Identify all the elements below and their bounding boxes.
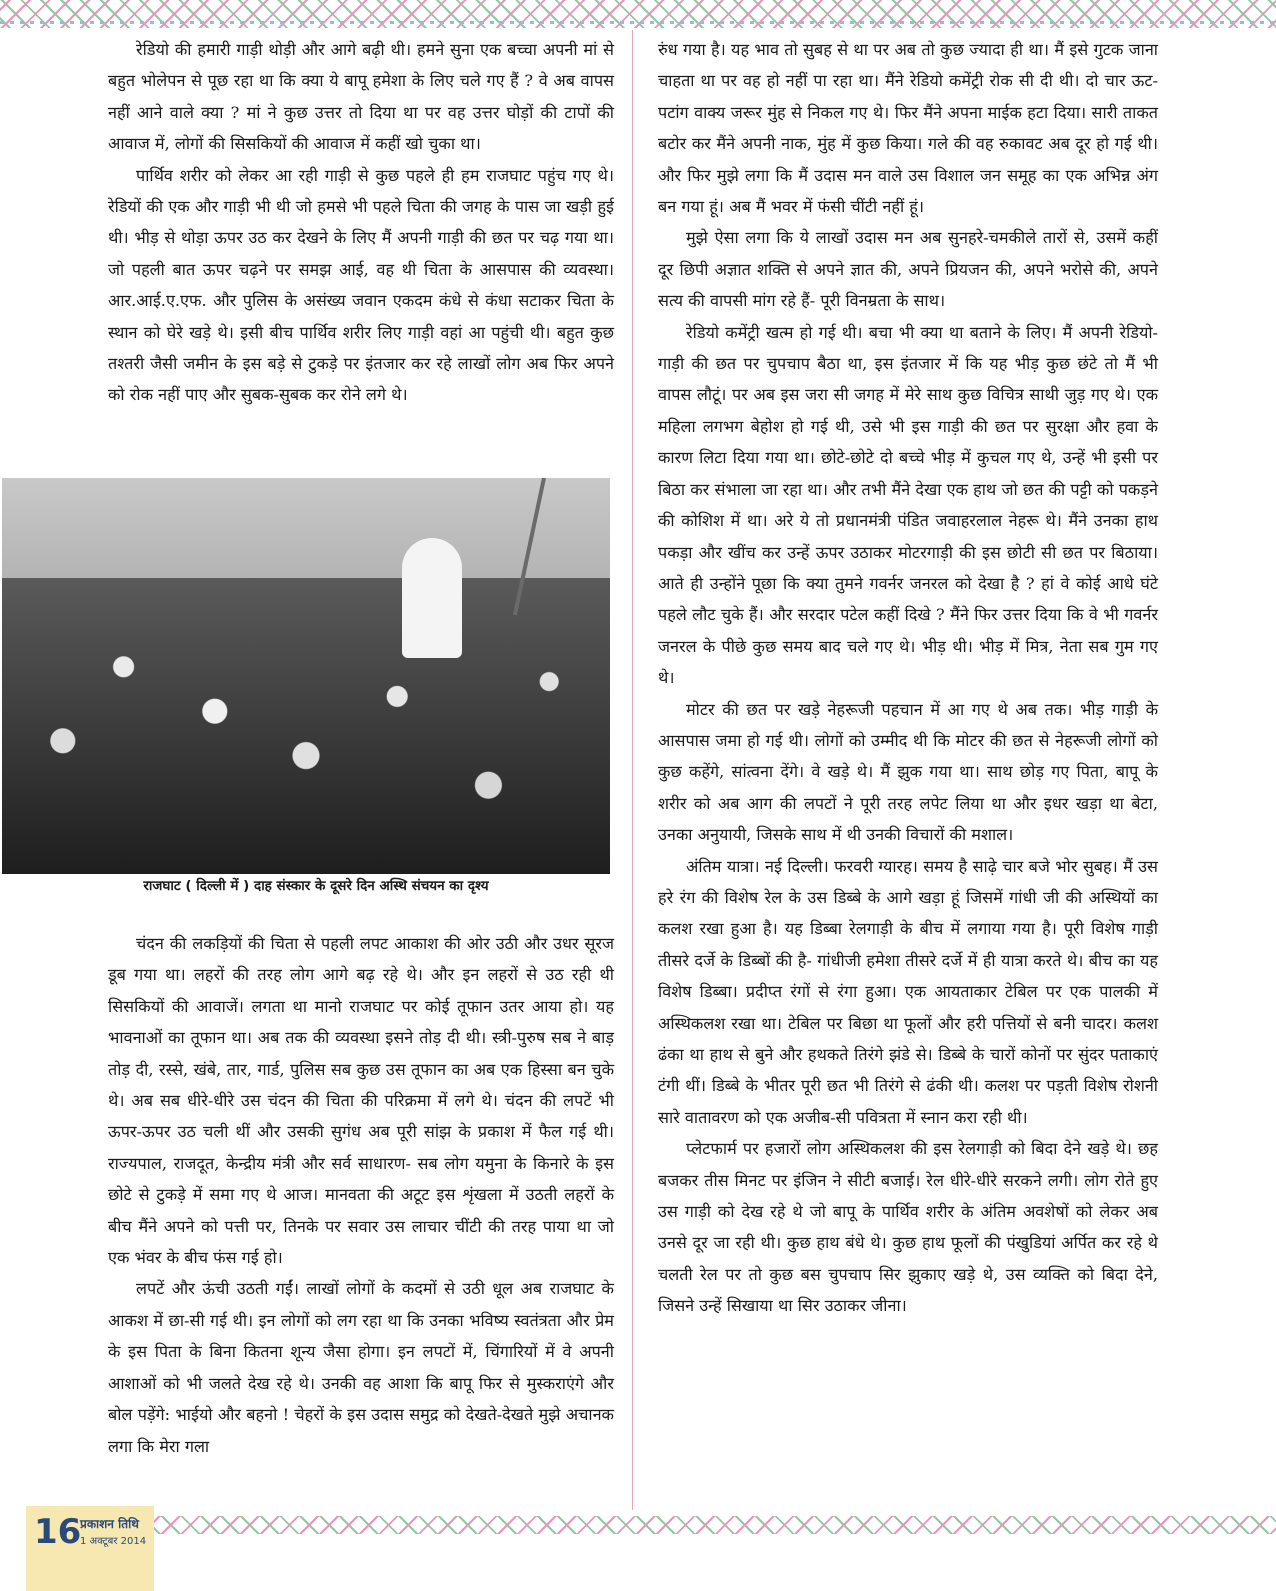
paragraph: अंतिम यात्रा। नई दिल्ली। फरवरी ग्यारह। समय है साढ़े चार बजे भोर सुबह। मैं उस हरे रंग की विशेष रेल के उस डिब्बे के आगे खड़ा हूं जिसमें गांधी जी की अस्थियों का कलश रखा हुआ है। यह डिब्बा रेलगाड़ी के बीच में लगाया गया है। पूरी विशेष गाड़ी तीसरे दर्जे के डिब्बों की है- गांधीजी हमेशा तीसरे दर्जे में ही यात्रा करते थे। बीच का यह विशेष डिब्बा। प्रदीप्त रंगों से रंगा हुआ। एक आयताकार टेबिल पर एक पालकी में अस्थिकलश रखा था। टेबिल पर बिछा था फूलों और हरी पत्तियों से बनी चादर। कलश ढंका था हाथ से बुने और हथकते तिरंगे झंडे से। डिब्बे के चारों कोनों पर सुंदर पताकाएं टंगी थीं। डिब्बे के भीतर पूरी छत भी तिरंगे से ढंकी थी। कलश पर पड़ती विशेष रोशनी सारे वातावरण को एक अजीब-सी पवित्रता में स्नान करा रही थी। [658,856,1158,1127]
publication-label: प्रकाशन तिथि [80,1517,139,1531]
left-column-bottom [108,928,614,1462]
paragraph: मोटर की छत पर खड़े नेहरूजी पहचान में आ गए थे अब तक। भीड़ गाड़ी के आसपास जमा हो गई थी। लोगों को उम्मीद थी कि मोटर की छत से नेहरूजी लोगों को कुछ कहेंगे, सांत्वना देंगे। वे खड़े थे। मैं झुक गया था। साथ छोड़ गए पिता, बापू के शरीर को अब आग की लपटों ने पूरी तरह लपेट लिया था और इधर खड़ा था बेटा, उनका अनुयायी, जिसके साथ में थी उनकी विचारों की मशाल। [658,699,1158,845]
paragraph: प्लेटफार्म पर हजारों लोग अस्थिकलश की इस रेलगाड़ी को बिदा देने खड़े थे। छह बजकर तीस मिनट पर इंजिन ने सीटी बजाई। रेल धीरे-धीरे सरकने लगी। लोग रोते हुए उस गाड़ी को देख रहे थे जो बापू के पार्थिव शरीर के अंतिम अवशेषों को लेकर अब उनसे दूर जा रही थी। कुछ हाथ बंधे थे। कुछ हाथ फूलों की पंखुडियां अर्पित कर रहे थे चलती रेल पर तो कुछ बस चुपचाप सिर झुकाए खड़े थे, उस व्यक्ति को बिदा देने, जिसने उन्हें सिखाया था सिर उठाकर जीना। [658,1139,1158,1316]
paragraph: मुझे ऐसा लगा कि ये लाखों उदास मन अब सुनहरे-चमकीले तारों से, उसमें कहीं दूर छिपी अज्ञात शक्ति से अपने ज्ञात की, अपने प्रियजन की, अपने भरोसे की, अपने सत्य की वापसी मांग रहे हैं- पूरी विनम्रता के साथ। [658,228,1158,311]
paragraph: रुंध गया है। यह भाव तो सुबह से था पर अब तो कुछ ज्यादा ही था। मैं इसे गुटक जाना चाहता था पर वह हो नहीं पा रहा था। मैंने रेडियो कमेंट्री रोक सी दी थी। दो चार ऊट-पटांग वाक्य जरूर मुंह से निकल गए थे। फिर मैंने अपना माईक हटा दिया। सारी ताकत बटोर कर मैंने अपनी नाक, मुंह में कुछ किया। गले की वह रुकावट अब दूर हो गई थी। और फिर मुझे लगा कि मैं उदास मन वाले उस विशाल जन समूह का एक अभिन्न अंग बन गया हूं। अब मैं भवर में फंसी चींटी नहीं हूं। [658,40,1158,217]
paragraph: रेडियो की हमारी गाड़ी थोड़ी और आगे बढ़ी थी। हमने सुना एक बच्चा अपनी मां से बहुत भोलेपन से पूछ रहा था कि क्या ये बापू हमेशा के लिए चले गए हैं ? वे अब वापस नहीं आने वाले क्या ? मां ने कुछ उत्तर तो दिया था पर वह उत्तर घोड़ों की टापों की आवाज में, लोगों की सिसकियों की आवाज में कहीं खो चुका था। [108,40,614,154]
page-number: 16 [34,1512,82,1552]
right-column [658,34,1158,1322]
left-column-top [108,34,614,411]
paragraph: लपटें और ऊंची उठती गईं। लाखों लोगों के कदमों से उठी धूल अब राजघाट के आकश में छा-सी गई थी। इन लोगों को लग रहा था कि उनका भविष्य स्वतंत्रता और प्रेम के इस पिता के बिना कितना शून्य जैसा होगा। इन लपटों में, चिंगारियों में वे अपनी आशाओं को भी जलते देख रहे थे। उनकी वह आशा कि बापू फिर से मुस्कराएंगे और बोल पड़ेंगे: भाईयो और बहनो ! चेहरों के इस उदास समुद्र को देखते-देखते मुझे अचानक लगा कि मेरा गला [108,1279,614,1456]
cremation-photo [2,478,610,874]
paragraph: चंदन की लकड़ियों की चिता से पहली लपट आकाश की ओर उठी और उधर सूरज डूब गया था। लहरों की तरह लोग आगे बढ़ रहे थे। और इन लहरों से उठ रही थी सिसकियों की आवाजें। लगता था मानो राजघाट पर कोई तूफान उतर आया हो। यह भावनाओं का तूफान था। अब तक की व्यवस्था इसने तोड़ दी थी। स्त्री-पुरुष सब ने बाड़ तोड़ दी, रस्से, खंबे, तार, गार्ड, पुलिस सब कुछ उस तूफान का अब एक हिस्सा बन चुके थे। अब सब धीरे-धीरे उस चंदन की चिता की परिक्रमा में लगे थे। चंदन की लपटें भी ऊपर-ऊपर उठ चली थीं और उसकी सुगंध अब पूरी सांझ के प्रकाश में फैल गई थी। राज्यपाल, राजदूत, केन्द्रीय मंत्री और सर्व साधारण- सब लोग यमुना के किनारे के इस छोटे से टुकड़े में समा गए थे आज। मानवता की अटूट इस शृंखला में उठती लहरों के बीच मैंने अपने को पत्ती पर, तिनके पर सवार उस लाचार चींटी की तरह पाया था जो एक भंवर के बीच फंस गई हो। [108,934,614,1268]
column-divider [632,30,633,1510]
photo-caption: राजघाट ( दिल्ली में ) दाह संस्कार के दूसरे दिन अस्थि संचयन का दृश्य [143,878,489,894]
paragraph: पार्थिव शरीर को लेकर आ रही गाड़ी से कुछ पहले ही हम राजघाट पहुंच गए थे। रेडियों की एक और गाड़ी भी थी जो हमसे भी पहले चिता की जगह के पास जा खड़ी हुई थी। भीड़ से थोड़ा ऊपर उठ कर देखने के लिए मैं अपनी गाड़ी की छत पर चढ़ गया था। जो पहली बात ऊपर चढ़ने पर समझ आई, वह थी चिता के आसपास की व्यवस्था। आर.आई.ए.एफ. और पुलिस के असंख्य जवान एकदम कंधे से कंधा सटाकर चिता के स्थान को घेरे खड़े थे। इसी बीच पार्थिव शरीर लिए गाड़ी वहां आ पहुंची थी। बहुत कुछ तश्तरी जैसी जमीन के इस बड़े से टुकड़े पर इंतजार कर रहे लाखों लोग अब फिर अपने को रोक नहीं पाए और सुबक-सुबक कर रोने लगे थे। [108,165,614,405]
publication-date: 1 अक्टूबर 2014 [80,1536,147,1547]
paragraph: रेडियो कमेंट्री खत्म हो गई थी। बचा भी क्या था बताने के लिए। मैं अपनी रेडियो-गाड़ी की छत पर चुपचाप बैठा था, इस इंतजार में कि यह भीड़ कुछ छंटे तो मैं भी वापस लौटूं। पर अब इस जरा सी जगह में मेरे साथ कुछ विचित्र साथी जुड़ गए थे। एक महिला लगभग बेहोश हो गई थी, उसे भी इस गाड़ी की छत पर सुरक्षा और हवा के कारण लिटा दिया गया था। छोटे-छोटे दो बच्चे भीड़ में कुचल गए थे, उन्हें भी इसी पर बिठा कर संभाला जा रहा था। और तभी मैंने देखा एक हाथ जो छत की पट्टी को पकड़ने की कोशिश में था। अरे ये तो प्रधानमंत्री पंडित जवाहरलाल नेहरू थे। मैंने उनका हाथ पकड़ा और खींच कर उन्हें ऊपर उठाकर मोटरगाड़ी की इस छोटी सी छत पर बिठाया। आते ही उन्होंने पूछा कि क्या तुमने गवर्नर जनरल को देखा है ? हां वे कोई आधे घंटे पहले लौट चुके हैं। और सरदार पटेल कहीं दिखे ? मैंने फिर उत्तर दिया कि वे भी गवर्नर जनरल के पीछे कुछ समय बाद चले गए थे। भीड़ थी। भीड़ में मित्र, नेता सब गुम गए थे। [658,322,1158,688]
decorative-border-top [0,0,1276,28]
decorative-border-bottom [150,1516,1276,1534]
